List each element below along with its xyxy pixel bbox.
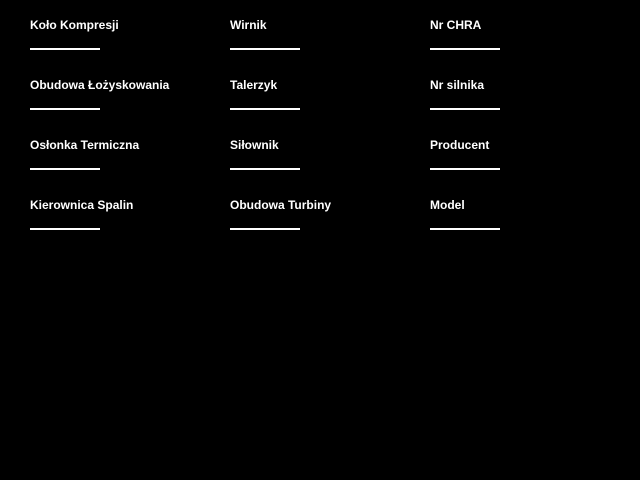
field-nr-chra xyxy=(430,19,625,50)
obudowa-lozyskowania-input[interactable] xyxy=(30,108,100,110)
field-obudowa-turbiny xyxy=(230,199,425,230)
field-producent xyxy=(430,139,625,170)
field-oslonka-termiczna xyxy=(30,139,225,170)
kolo-kompresji-input[interactable] xyxy=(30,48,100,50)
field-model xyxy=(430,199,625,230)
model-label: Model xyxy=(430,198,465,212)
kierownica-spalin-label: Kierownica Spalin xyxy=(30,198,134,212)
model-input[interactable] xyxy=(430,228,500,230)
nr-chra-label: Nr CHRA xyxy=(430,18,482,32)
oslonka-termiczna-label: Osłonka Termiczna xyxy=(30,138,140,152)
silownik-label: Siłownik xyxy=(230,138,279,152)
wirnik-input[interactable] xyxy=(230,48,300,50)
field-wirnik xyxy=(230,19,425,50)
obudowa-turbiny-input[interactable] xyxy=(230,228,300,230)
kolo-kompresji-label: Koło Kompresji xyxy=(30,18,119,32)
field-silownik xyxy=(230,139,425,170)
field-kolo-kompresji xyxy=(30,19,225,50)
obudowa-lozyskowania-label: Obudowa Łożyskowania xyxy=(30,78,170,92)
producent-input[interactable] xyxy=(430,168,500,170)
producent-label: Producent xyxy=(430,138,490,152)
nr-silnika-label: Nr silnika xyxy=(430,78,485,92)
field-talerzyk xyxy=(230,79,425,110)
nr-chra-input[interactable] xyxy=(430,48,500,50)
wirnik-label: Wirnik xyxy=(230,18,267,32)
silownik-input[interactable] xyxy=(230,168,300,170)
obudowa-turbiny-label: Obudowa Turbiny xyxy=(230,198,332,212)
oslonka-termiczna-input[interactable] xyxy=(30,168,100,170)
kierownica-spalin-input[interactable] xyxy=(30,228,100,230)
nr-silnika-input[interactable] xyxy=(430,108,500,110)
field-kierownica-spalin xyxy=(30,199,225,230)
field-obudowa-lozyskowania xyxy=(30,79,225,110)
talerzyk-label: Talerzyk xyxy=(230,78,278,92)
field-nr-silnika xyxy=(430,79,625,110)
talerzyk-input[interactable] xyxy=(230,108,300,110)
